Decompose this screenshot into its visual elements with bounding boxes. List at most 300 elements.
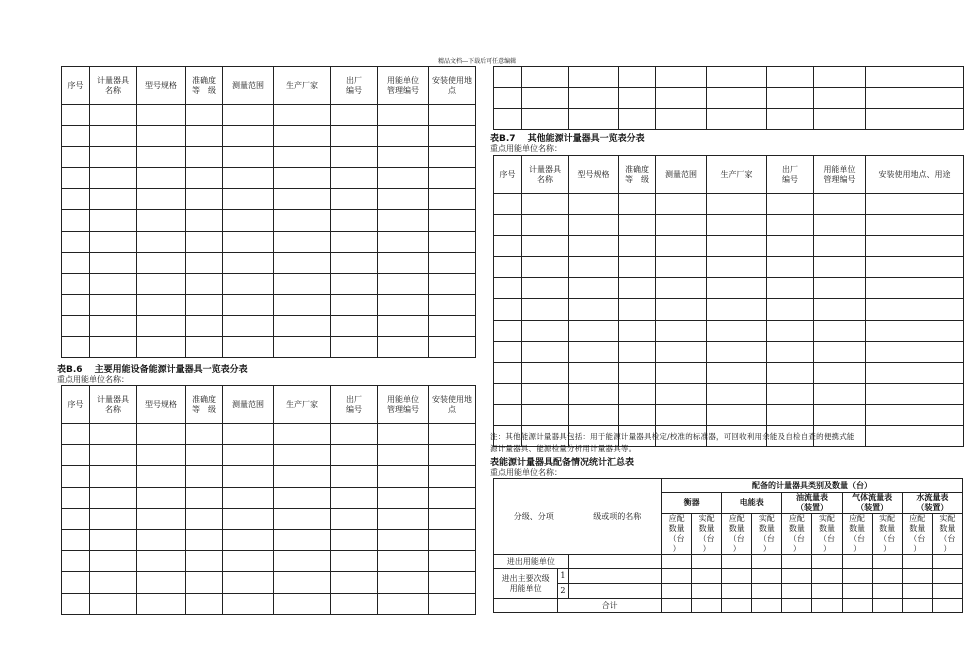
table-cell (707, 109, 767, 130)
table-cell (186, 231, 223, 252)
table-cell (137, 168, 186, 189)
table-cell (137, 551, 186, 572)
table-cell (569, 257, 619, 278)
sub-header-planned: 应配 数量 （台 ） (902, 514, 932, 555)
table-cell (494, 194, 522, 215)
table-cell (429, 487, 476, 508)
table-cell (90, 273, 137, 294)
table-cell (274, 168, 331, 189)
table-row (62, 508, 476, 529)
table-cell (866, 215, 964, 236)
column-header: 计量器具 名称 (90, 67, 137, 105)
table-cell (494, 341, 522, 362)
table-row (62, 445, 476, 466)
column-header: 安装使用地点 (429, 67, 476, 105)
table-cell (656, 299, 707, 320)
table-cell (707, 278, 767, 299)
table-cell (656, 88, 707, 109)
table-row (62, 593, 476, 614)
table-cell (137, 337, 186, 358)
table-cell (522, 383, 569, 404)
table-cell (707, 362, 767, 383)
table-row (62, 273, 476, 294)
table-cell (619, 362, 656, 383)
summary-caption: 表能源计量器具配备情况统计汇总表 (490, 458, 635, 468)
table-row (62, 105, 476, 126)
table-cell (274, 210, 331, 231)
table-cell (90, 337, 137, 358)
table-cell (522, 404, 569, 425)
table-cell (429, 593, 476, 614)
table-cell (866, 257, 964, 278)
column-header: 生产厂家 (274, 67, 331, 105)
table-cell (378, 231, 429, 252)
table-cell (767, 299, 814, 320)
table-cell (223, 210, 274, 231)
table-row (494, 109, 964, 130)
table-row (494, 257, 964, 278)
table-cell (331, 529, 378, 550)
table-cell (274, 572, 331, 593)
table-cell (619, 194, 656, 215)
table-cell (137, 105, 186, 126)
table-cell (656, 67, 707, 88)
table-b7 (493, 155, 964, 447)
table-cell (814, 299, 866, 320)
table-cell (814, 404, 866, 425)
table-cell (223, 593, 274, 614)
row-total-label: 合计 (558, 599, 662, 613)
table-fragment-top-right (493, 66, 964, 130)
table-cell (90, 593, 137, 614)
table-cell (186, 466, 223, 487)
table-cell (569, 404, 619, 425)
table-cell (814, 215, 866, 236)
table-cell (522, 278, 569, 299)
table-cell (866, 383, 964, 404)
table-row (494, 194, 964, 215)
table-cell (656, 404, 707, 425)
table-cell (90, 294, 137, 315)
table-cell (331, 168, 378, 189)
table-cell (223, 529, 274, 550)
table-cell (90, 189, 137, 210)
table-row (494, 320, 964, 341)
table-cell (866, 236, 964, 257)
top-header: 配备的计量器具类别及数量（台） (662, 479, 963, 493)
table-cell (522, 341, 569, 362)
table-cell (619, 320, 656, 341)
table-cell (619, 257, 656, 278)
table-cell (62, 572, 90, 593)
table-cell (223, 551, 274, 572)
table-cell (90, 210, 137, 231)
table-cell (767, 215, 814, 236)
table-cell (494, 109, 522, 130)
table-cell (569, 362, 619, 383)
column-header: 出厂 编号 (331, 67, 378, 105)
table-cell (137, 315, 186, 336)
table-cell (274, 445, 331, 466)
table-cell (90, 487, 137, 508)
table-cell (814, 67, 866, 88)
table-cell (707, 67, 767, 88)
table-cell (62, 508, 90, 529)
table-cell (866, 109, 964, 130)
table-cell (90, 445, 137, 466)
table-header-row (62, 386, 476, 424)
sub-header-planned: 应配 数量 （台 ） (662, 514, 692, 555)
table-cell (767, 109, 814, 130)
table-cell (378, 315, 429, 336)
group-header: 水流量表 （装置） (902, 493, 962, 514)
group-header: 气体流量表 （装置） (842, 493, 902, 514)
table-cell (274, 273, 331, 294)
table-cell (331, 294, 378, 315)
table-cell (767, 362, 814, 383)
table-cell (866, 299, 964, 320)
table-cell (619, 215, 656, 236)
note-line-1: 注：其他能源计量器具包括：用于能源计量器具检定/校准的标准器，可回收利用余能及自检自查的便携式能 (490, 432, 855, 441)
column-header: 计量器具 名称 (522, 156, 569, 194)
sub-header-actual: 实配 数量 （台 ） (752, 514, 782, 555)
table-cell (378, 105, 429, 126)
table-cell (223, 424, 274, 445)
table-cell (62, 529, 90, 550)
table-cell (274, 105, 331, 126)
table-row (62, 529, 476, 550)
table-cell (62, 147, 90, 168)
table-cell (429, 126, 476, 147)
table-cell (90, 572, 137, 593)
table-cell (186, 315, 223, 336)
table-header-row (62, 67, 476, 105)
table-cell (767, 278, 814, 299)
table-cell (274, 294, 331, 315)
table-cell (429, 210, 476, 231)
table-cell (814, 320, 866, 341)
table-cell (814, 88, 866, 109)
table-cell (331, 231, 378, 252)
table-cell (137, 147, 186, 168)
table-row (494, 236, 964, 257)
table-cell (62, 337, 90, 358)
table-cell (429, 273, 476, 294)
col-level-header: 分级、分项 (513, 511, 554, 521)
table-cell (90, 551, 137, 572)
table-body (62, 386, 476, 615)
table-cell (494, 215, 522, 236)
summary-table (493, 478, 963, 613)
table-cell (707, 299, 767, 320)
table-cell (137, 252, 186, 273)
table-cell (707, 320, 767, 341)
note-line-2: 源计量器具、能源检量分析用计量器具等。 (490, 444, 637, 453)
table-cell (186, 445, 223, 466)
table-cell (522, 88, 569, 109)
group-header: 电能表 (722, 493, 782, 514)
group-header: 油流量表 （装置） (782, 493, 842, 514)
table-cell (186, 424, 223, 445)
table-cell (569, 278, 619, 299)
table-cell (90, 126, 137, 147)
table-cell (569, 383, 619, 404)
table-cell (274, 466, 331, 487)
table-cell (137, 572, 186, 593)
table-row (62, 315, 476, 336)
table-b6-caption: 表B.6 主要用能设备能源计量器具一览表分表 (57, 365, 248, 375)
table-cell (522, 215, 569, 236)
table-cell (378, 147, 429, 168)
table-cell (186, 572, 223, 593)
table-cell (619, 404, 656, 425)
table-cell (569, 341, 619, 362)
table-cell (223, 168, 274, 189)
table-cell (62, 551, 90, 572)
table-row (494, 341, 964, 362)
table-cell (429, 105, 476, 126)
table-cell (331, 572, 378, 593)
table-cell (331, 487, 378, 508)
column-header: 安装使用地点 (429, 386, 476, 424)
table-row (494, 383, 964, 404)
table-cell (619, 299, 656, 320)
table-cell (814, 257, 866, 278)
column-header: 测量范围 (223, 386, 274, 424)
table-b7-unit-label: 重点用能单位名称： (490, 144, 562, 153)
table-cell (223, 315, 274, 336)
table-cell (331, 337, 378, 358)
table-cell (186, 189, 223, 210)
table-cell (378, 273, 429, 294)
column-header: 序号 (62, 67, 90, 105)
table-cell (62, 231, 90, 252)
table-cell (274, 189, 331, 210)
watermark: 精品文档---下载后可任意编辑 (438, 58, 517, 65)
table-cell (186, 126, 223, 147)
table-cell (569, 109, 619, 130)
column-header: 序号 (494, 156, 522, 194)
table-cell (767, 67, 814, 88)
table-cell (569, 320, 619, 341)
table-cell (186, 551, 223, 572)
table-cell (707, 215, 767, 236)
sub-header-planned: 应配 数量 （台 ） (842, 514, 872, 555)
group-header: 衡器 (662, 493, 722, 514)
table-cell (90, 105, 137, 126)
table-cell (274, 424, 331, 445)
table-row (494, 88, 964, 109)
table-cell (522, 299, 569, 320)
table-cell (522, 362, 569, 383)
table-cell (569, 299, 619, 320)
table-cell (569, 215, 619, 236)
table-cell (656, 236, 707, 257)
table-cell (137, 593, 186, 614)
table-cell (494, 404, 522, 425)
table-cell (494, 320, 522, 341)
column-header: 安装使用地点、用途 (866, 156, 964, 194)
table-cell (274, 337, 331, 358)
table-cell (429, 529, 476, 550)
table-cell (274, 593, 331, 614)
table-cell (90, 147, 137, 168)
column-header: 测量范围 (223, 67, 274, 105)
table-cell (619, 236, 656, 257)
table-cell (186, 337, 223, 358)
table-cell (90, 168, 137, 189)
table-cell (656, 341, 707, 362)
table-cell (522, 257, 569, 278)
table-cell (223, 445, 274, 466)
table-cell (429, 466, 476, 487)
table-cell (62, 315, 90, 336)
table-cell (522, 236, 569, 257)
table-cell (90, 466, 137, 487)
table-cell (767, 236, 814, 257)
column-header: 序号 (62, 386, 90, 424)
table-cell (619, 278, 656, 299)
table-cell (274, 147, 331, 168)
table-cell (569, 194, 619, 215)
table-cell (137, 529, 186, 550)
table-cell (494, 362, 522, 383)
table-cell (522, 194, 569, 215)
table-cell (707, 236, 767, 257)
table-cell (429, 231, 476, 252)
table-row (62, 147, 476, 168)
table-cell (814, 194, 866, 215)
table-cell (707, 194, 767, 215)
table-cell (656, 320, 707, 341)
table-cell (137, 424, 186, 445)
table-cell (619, 341, 656, 362)
table-cell (274, 231, 331, 252)
table-cell (331, 210, 378, 231)
table-cell (223, 189, 274, 210)
table-cell (378, 168, 429, 189)
table-cell (569, 236, 619, 257)
table-cell (814, 236, 866, 257)
table-cell (186, 105, 223, 126)
table-row (494, 215, 964, 236)
table-cell (656, 109, 707, 130)
table-cell (62, 593, 90, 614)
col-name-header: 级或项的名称 (593, 511, 642, 521)
table-row (494, 362, 964, 383)
table-cell (707, 383, 767, 404)
table-cell (767, 383, 814, 404)
table-cell (429, 572, 476, 593)
table-cell (137, 273, 186, 294)
table-cell (767, 341, 814, 362)
table-cell (186, 294, 223, 315)
column-header: 型号规格 (137, 386, 186, 424)
table-row (62, 126, 476, 147)
table-cell (814, 109, 866, 130)
table-body (62, 67, 476, 358)
table-cell (656, 215, 707, 236)
table-cell (223, 487, 274, 508)
table-cell (378, 189, 429, 210)
row-secondary-label: 进出主要次级 用能单位 (494, 569, 558, 599)
table-cell (331, 105, 378, 126)
table-row (494, 404, 964, 425)
table-row (62, 424, 476, 445)
table-cell (331, 273, 378, 294)
table-cell (331, 189, 378, 210)
table-b6 (61, 385, 476, 615)
table-cell (429, 252, 476, 273)
column-header: 出厂 编号 (331, 386, 378, 424)
table-cell (429, 424, 476, 445)
table-cell (331, 252, 378, 273)
column-header: 用能单位 管理编号 (378, 67, 429, 105)
table-cell (223, 337, 274, 358)
table-cell (186, 252, 223, 273)
table-row (62, 231, 476, 252)
table-cell (378, 252, 429, 273)
table-cell (90, 424, 137, 445)
table-cell (767, 257, 814, 278)
table-cell (707, 404, 767, 425)
row-entry-label: 进出用能单位 (494, 555, 569, 569)
table-cell (378, 126, 429, 147)
table-cell (62, 424, 90, 445)
table-row (62, 189, 476, 210)
table-cell (619, 88, 656, 109)
table-cell (223, 147, 274, 168)
table-cell (569, 67, 619, 88)
table-cell (186, 273, 223, 294)
column-header: 型号规格 (137, 67, 186, 105)
table-cell (186, 508, 223, 529)
column-header: 用能单位 管理编号 (378, 386, 429, 424)
table-header-row (494, 156, 964, 194)
table-b7-caption: 表B.7 其他能源计量器具一览表分表 (490, 134, 645, 144)
table-cell (137, 445, 186, 466)
column-header: 测量范围 (656, 156, 707, 194)
table-b6-unit-label: 重点用能单位名称： (57, 375, 129, 384)
table-cell (137, 126, 186, 147)
table-cell (619, 383, 656, 404)
table-cell (866, 88, 964, 109)
table-cell (62, 466, 90, 487)
summary-unit-label: 重点用能单位名称： (490, 468, 562, 477)
table-cell (274, 315, 331, 336)
column-header: 准确度 等 级 (619, 156, 656, 194)
table-row (494, 67, 964, 88)
table-cell (866, 320, 964, 341)
table-cell (522, 109, 569, 130)
table-cell (223, 273, 274, 294)
table-cell (274, 529, 331, 550)
table-cell (378, 445, 429, 466)
table-cell (137, 294, 186, 315)
table-cell (274, 487, 331, 508)
table-cell (656, 194, 707, 215)
table-cell (274, 508, 331, 529)
table-cell (522, 320, 569, 341)
table-cell (866, 426, 964, 447)
table-cell (378, 210, 429, 231)
table-cell (378, 466, 429, 487)
table-cell (619, 109, 656, 130)
table-cell (62, 487, 90, 508)
table-cell (90, 508, 137, 529)
column-header: 生产厂家 (707, 156, 767, 194)
row-number-2: 2 (558, 584, 568, 599)
